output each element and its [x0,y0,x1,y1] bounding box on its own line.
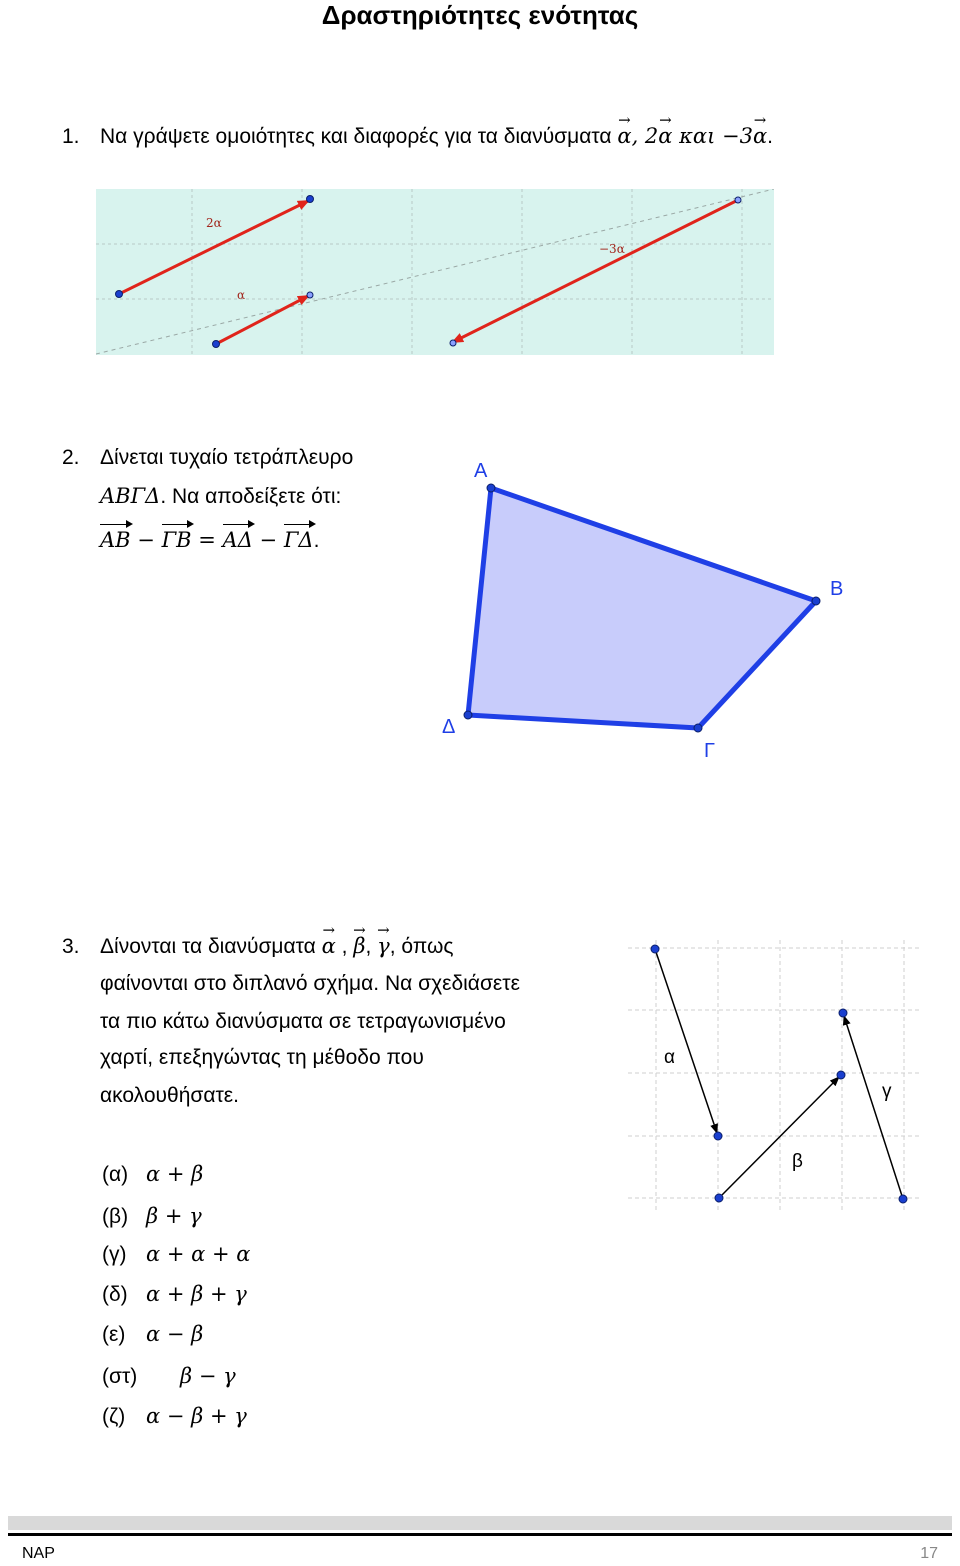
q3-line3: τα πιο κάτω διανύσματα σε τετραγωνισμένο [100,1010,506,1033]
q3-line1: 3. Δίνονται τα διανύσματα → α , → β, → γ, όπως [62,932,454,961]
footer-author: ΝΑΡ [22,1545,55,1562]
q3-line5: ακολουθήσατε. [100,1084,239,1107]
label-g: Γ [704,740,716,762]
vertex-b [812,597,820,605]
label-minus-3a: −3α [599,242,625,256]
point [837,1071,845,1079]
list-item: (στ) β − γ [102,1364,236,1388]
page-title: Δραστηριότητες ενότητας [321,0,639,30]
label-beta: β [792,1151,803,1172]
q2-line2: ΑΒΓΔ. Να αποδείξετε ότι: [100,484,342,508]
list-item: (δ) α + β + γ [102,1282,247,1306]
label-d: Δ [442,716,456,738]
q3-line2: φαίνονται στο διπλανό σχήμα. Να σχεδιάσετε [100,972,520,995]
vectors-abg-grid-figure [626,930,926,1230]
label-b: Β [830,578,844,600]
vector-gamma [844,1016,903,1199]
vertex-g [694,724,702,732]
point [651,945,659,953]
list-item: (ζ) α − β + γ [102,1404,247,1428]
point [213,341,220,348]
point [735,197,741,203]
label-a: Α [474,460,488,482]
label-alpha: α [664,1047,675,1068]
vertex-a [487,484,495,492]
point [714,1132,722,1140]
point [899,1195,907,1203]
quadrilateral-abgd [468,488,816,728]
q1-text: 1. Να γράψετε ομοιότητες και διαφορές για τα διανύσματα → α, 2→ α και −3→ α. [62,122,773,151]
list-item: (β) β + γ [102,1204,202,1228]
list-item: (α) α + β [102,1162,204,1186]
vector-alpha [655,949,717,1133]
point [307,292,313,298]
point [116,291,123,298]
vertex-d [464,711,472,719]
quadrilateral-figure [430,455,870,765]
label-2a: 2α [206,216,222,230]
point [307,196,314,203]
vectors-2a-a-minus3a-figure [96,189,774,355]
footer-bar [8,1516,952,1530]
point [839,1009,847,1017]
label-gamma: γ [882,1081,892,1102]
list-item: (ε) α − β [102,1322,204,1346]
list-item: (γ) α + α + α [102,1242,251,1266]
footer-rule [8,1533,952,1536]
label-a: α [237,288,246,302]
vector-beta [719,1077,839,1198]
q2-line1: 2. Δίνεται τυχαίο τετράπλευρο [62,446,354,469]
q3-line4: χαρτί, επεξηγώντας τη μέθοδο που [100,1046,424,1069]
point [715,1194,723,1202]
q2-equation: ΑΒ − ΓΒ = ΑΔ − ΓΔ. [100,524,319,555]
page-number: 17 [920,1545,938,1562]
point [450,340,456,346]
